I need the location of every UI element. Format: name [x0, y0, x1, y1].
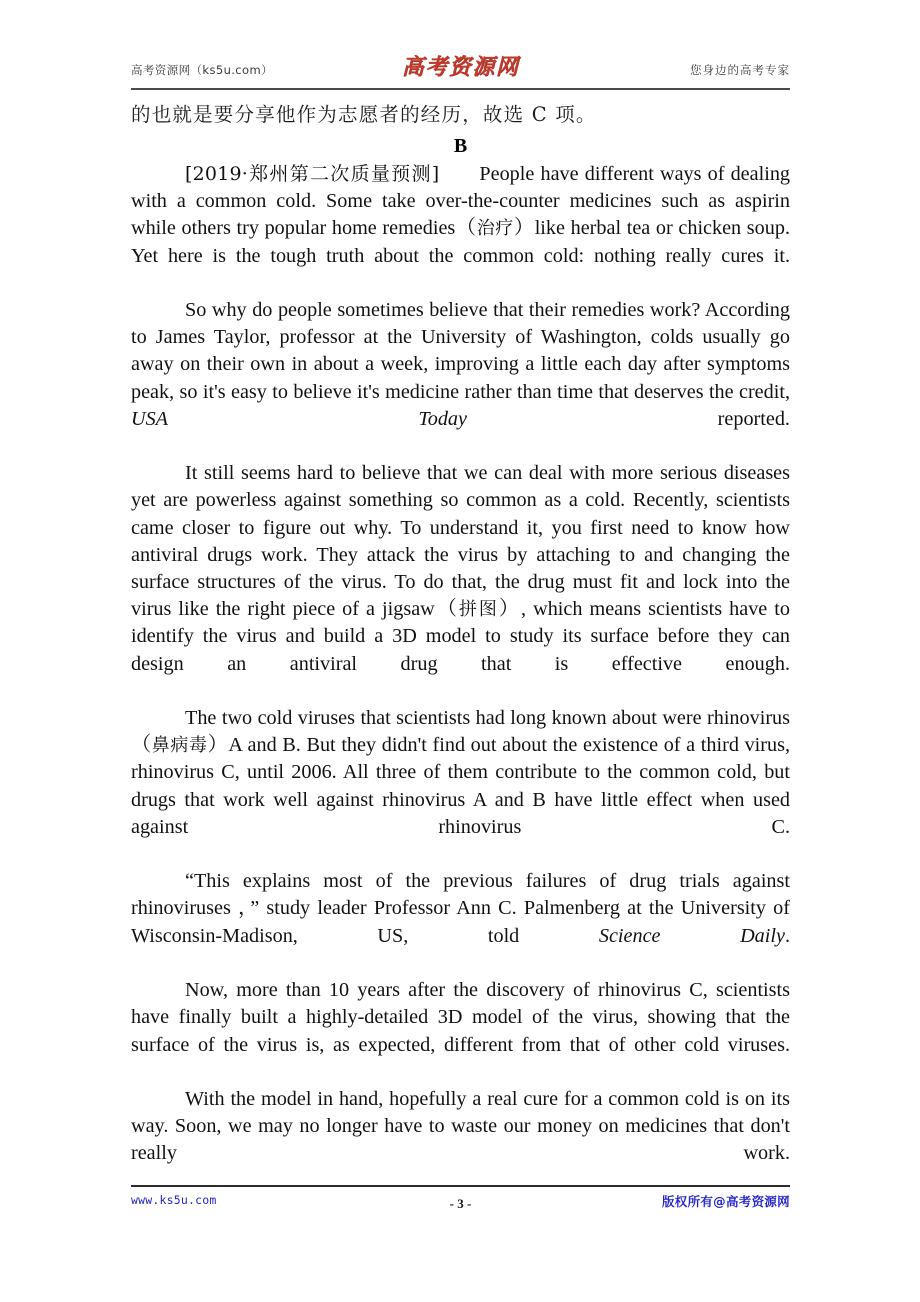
header-site-name: 高考资源网（ks5u.com）	[131, 63, 273, 77]
footer-copyright: 版权所有@高考资源网	[661, 1194, 790, 1209]
paragraph-4-gloss: 鼻病毒	[151, 735, 208, 757]
paragraph-1-gloss: 治疗	[476, 218, 514, 240]
publication-science-daily: Science Daily	[598, 924, 785, 947]
continued-chinese-explanation: 的也就是要分享他作为志愿者的经历，故选 C 项。	[131, 103, 597, 126]
passage-paragraph-6: Now, more than 10 years after the discovery of rhinovirus C, scientists have finally built a highly-detailed 3D model of the virus, showing that the surface of the virus is, as expected, different from that of other cold viruses.	[131, 979, 790, 1056]
footer-divider	[131, 1185, 790, 1187]
paragraph-3-text-b: ）, which means scientists have to identify the virus and build a 3D model to study its surface before they can design an antiviral drug that is effective enough.	[131, 598, 790, 675]
passage-paragraph-1	[131, 161, 790, 297]
source-tag: [2019·郑州第二次质量预测]	[185, 163, 440, 185]
page-number: - 3 -	[449, 1196, 472, 1211]
paragraph-1-text-b: ）like herbal tea or chicken soup. Yet here is the tough truth about the common cold: nothing really cures it.	[131, 217, 790, 267]
passage-paragraph-2	[131, 297, 790, 460]
document-content	[131, 100, 790, 1195]
footer-website-link[interactable]: www.ks5u.com	[131, 1193, 217, 1207]
paragraph-4-text-b: ）A and B. But they didn't find out about the existence of a third virus, rhinovirus C, until 2006. All three of them contribute to the common cold, but drugs that work well against rhinovirus A and B have little effect when used against rhinovirus C.	[131, 734, 790, 838]
paragraph-1-text-a: People have different ways of dealing with a common cold. Some take over-the-counter medicines such as aspirin while others try popular home remedies（	[131, 163, 791, 240]
header-slogan: 您身边的高考专家	[690, 63, 790, 77]
passage-paragraph-4	[131, 705, 790, 868]
section-heading-b: B	[453, 135, 468, 157]
header-logo: 高考资源网	[401, 55, 520, 80]
paragraph-3-gloss: 拼图	[458, 599, 499, 621]
passage-paragraph-3	[131, 460, 790, 705]
header-row	[131, 52, 790, 84]
paragraph-2-text-b: reported.	[466, 407, 790, 430]
paragraph-2-text-a: So why do people sometimes believe that their remedies work? According to James Taylor, professor at the University of Washington, colds usually go away on their own in about a week, improving a little each day after symptoms peak, so it's easy to believe it's medicine rather than time that deserves the credit,	[131, 299, 790, 403]
paragraph-5-text-a: “This explains most of the previous failures of drug trials against rhinoviruses ，” study leader Professor Ann C. Palmenberg at the University of Wisconsin-Madison, US, told	[131, 870, 790, 947]
paragraph-3-text-a: It still seems hard to believe that we can deal with more serious diseases yet are powerless against something so common as a cold. Recently, scientists came closer to figure out why. To understand it, you first need to know how antiviral drugs work. They attack the virus by attaching to and changing the surface structures of the virus. To do that, the drug must fit and lock into the virus like the right piece of a jigsaw（	[131, 462, 790, 621]
passage-paragraph-5	[131, 868, 790, 977]
passage-paragraph-7: With the model in hand, hopefully a real cure for a common cold is on its way. Soon, we may no longer have to waste our money on medicines that don't really work.	[131, 1087, 790, 1165]
publication-usa-today: USA Today	[131, 407, 467, 430]
header-divider	[131, 88, 790, 90]
page-footer	[131, 1190, 790, 1216]
paragraph-4-text-a: The two cold viruses that scientists had long known about were rhinovirus（	[131, 707, 790, 757]
paragraph-5-text-b: .	[784, 924, 790, 947]
